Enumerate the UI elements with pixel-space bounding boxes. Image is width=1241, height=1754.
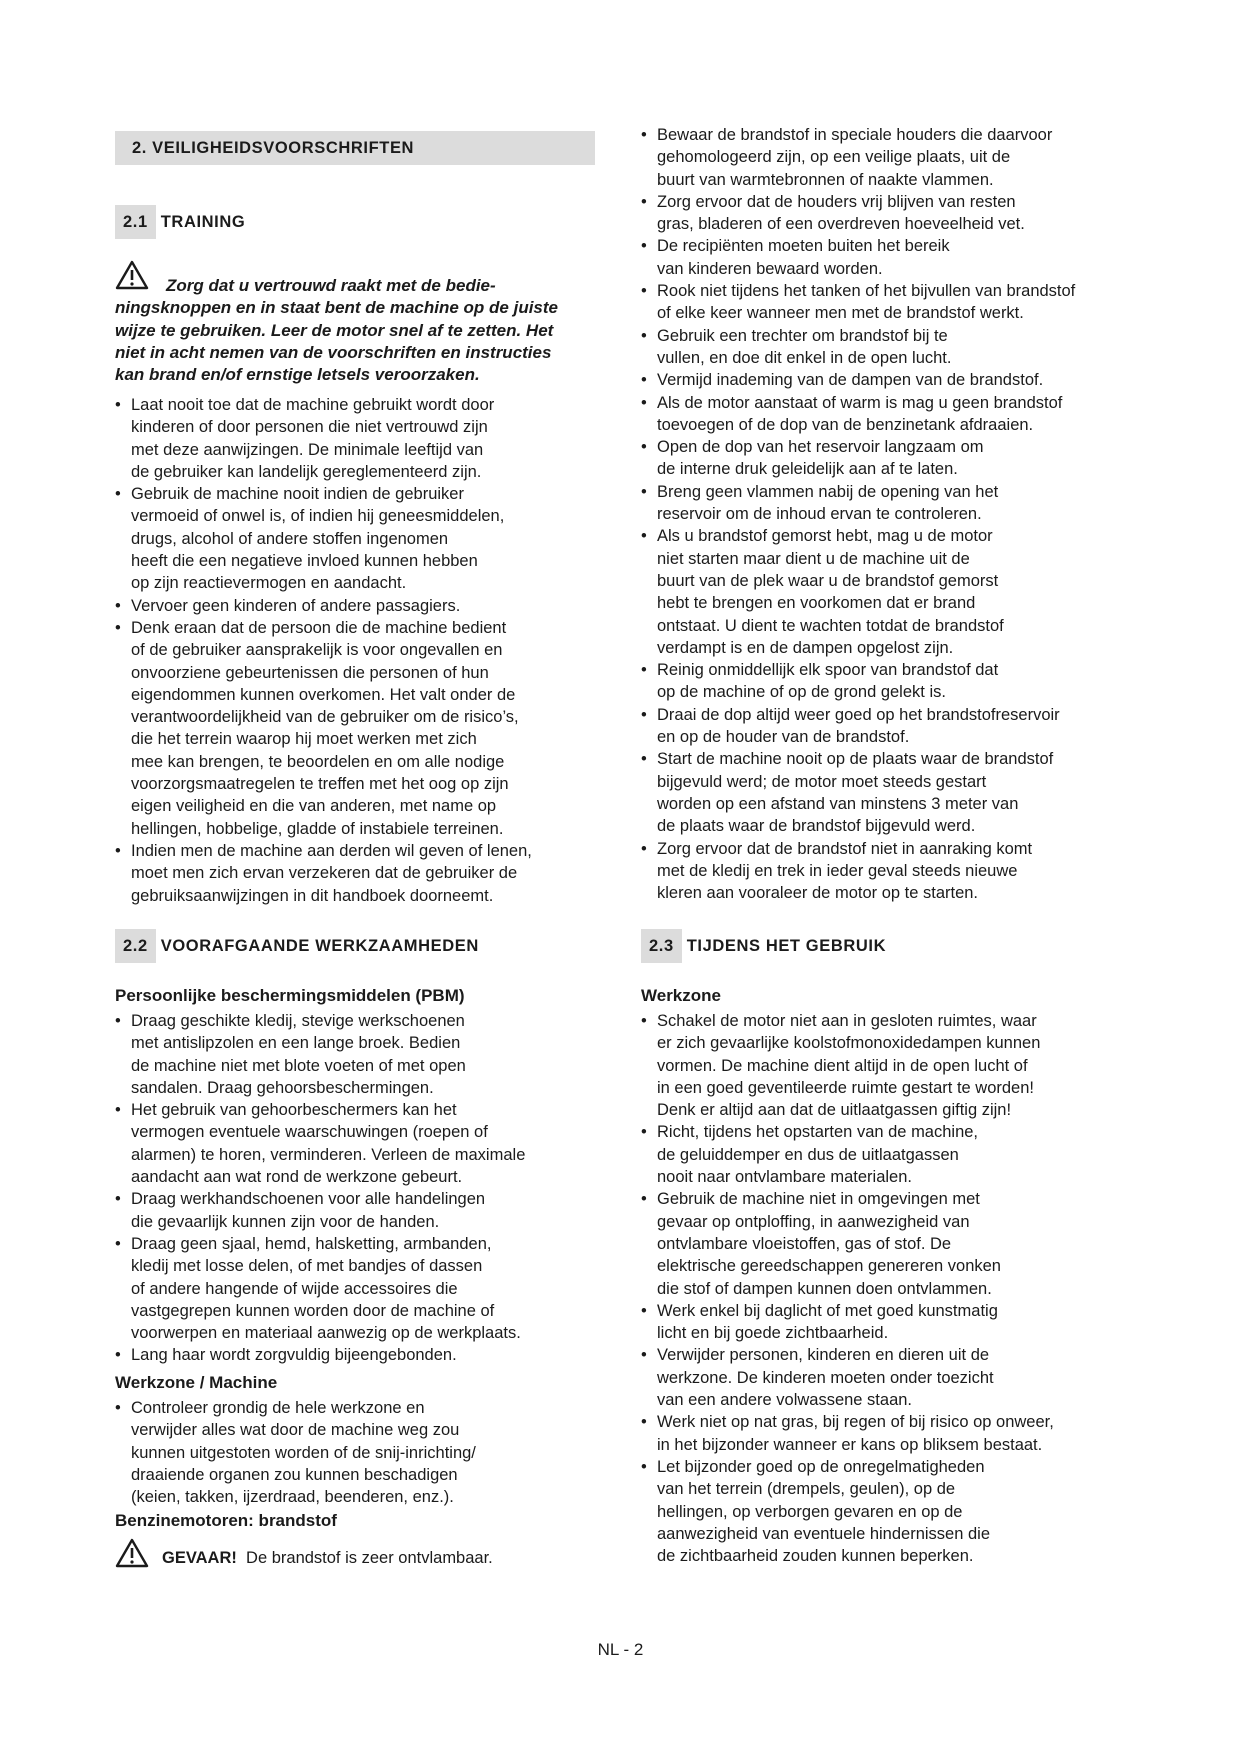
fuel-list — [641, 124, 1141, 904]
section-2-1-number: 2.1 — [115, 205, 156, 239]
werkzone-list — [641, 1010, 1141, 1567]
list-item: • Gebruik een trechter om brandstof bij te vullen, en doe dit enkel in de open lucht. — [641, 325, 1141, 370]
section-2-2-number: 2.2 — [115, 929, 156, 963]
list-item: • Vervoer geen kinderen of andere passagiers. — [115, 595, 605, 617]
section-2-title: 2. VEILIGHEIDSVOORSCHRIFTEN — [132, 138, 415, 157]
fuel-subtitle: Benzinemotoren: brandstof — [115, 1511, 337, 1530]
pbm-list — [115, 1010, 605, 1367]
werkzone-subtitle: Werkzone — [641, 986, 721, 1005]
pbm-subtitle: Persoonlijke beschermingsmiddelen (PBM) — [115, 986, 465, 1005]
page-number: NL - 2 — [597, 1640, 644, 1659]
list-item: • Draag werkhandschoenen voor alle handelingen die gevaarlijk kunnen zijn voor de handen. — [115, 1188, 605, 1233]
list-item: • Richt, tijdens het opstarten van de machine, de geluiddemper en dus de uitlaatgassen nooit naar ontvlambare materialen. — [641, 1121, 1141, 1188]
danger-text: De brandstof is zeer ontvlambaar. — [246, 1549, 493, 1567]
list-item: • Gebruik de machine nooit indien de gebruiker vermoeid of onwel is, of indien hij geneesmiddelen, drugs, alcohol of andere stoffen ingenomen heeft die een negatieve invloed kunnen hebben op zijn reactievermogen en aandacht. — [115, 483, 605, 594]
list-item: • Start de machine nooit op de plaats waar de brandstof bijgevuld werd; de motor moet steeds gestart worden op een afstand van minstens 3 meter van de plaats waar de brandstof bijgevuld werd. — [641, 748, 1141, 837]
list-item: • Controleer grondig de hele werkzone en verwijder alles wat door de machine weg zou kunnen uitgestoten worden of de snij-inrichting/ draaiende organen zou kunnen beschadigen (keien, takken, ijzerdraad, beenderen, enz.). — [115, 1397, 605, 1508]
list-item: • Draai de dop altijd weer goed op het brandstofreservoir en op de houder van de brandstof. — [641, 704, 1141, 749]
list-item: • Reinig onmiddellijk elk spoor van brandstof dat op de machine of op de grond gelekt is. — [641, 659, 1141, 704]
list-item: • Open de dop van het reservoir langzaam om de interne druk geleidelijk aan af te laten. — [641, 436, 1141, 481]
list-item: • Zorg ervoor dat de brandstof niet in aanraking komt met de kledij en trek in ieder geval steeds nieuwe kleren aan vooraleer de motor op te starten. — [641, 838, 1141, 905]
list-item: • Werk niet op nat gras, bij regen of bij risico op onweer, in het bijzonder wanneer er kans op bliksem bestaat. — [641, 1411, 1141, 1456]
list-item: • Schakel de motor niet aan in gesloten ruimtes, waar er zich gevaarlijke koolstofmonoxidedampen kunnen vormen. De machine dient altijd in de open lucht of in een goed geventileerde ruimte gestart te worden! Denk er altijd aan dat de uitlaatgassen giftig zijn! — [641, 1010, 1141, 1121]
section-2-2-header — [115, 929, 479, 963]
training-warning-text: Zorg dat u vertrouwd raakt met de bedie- ningsknoppen en in staat bent de machine op de juiste wijze te gebruiken. Leer de motor snel af te zetten. Het niet in acht nemen van de voorschriften en instructies kan brand en/of ernstige letsels veroorzaken. — [115, 276, 559, 385]
list-item: • Lang haar wordt zorgvuldig bijeengebonden. — [115, 1344, 605, 1366]
fuel-danger-notice — [162, 1549, 493, 1568]
list-item: • Als u brandstof gemorst hebt, mag u de motor niet starten maar dient u de machine uit de buurt van de plek waar u de brandstof gemorst hebt te brengen en voorkomen dat er brand ontstaat. U dient te wachten totdat de brandstof verdampt is en de dampen opgelost zijn. — [641, 525, 1141, 659]
list-item: • Denk eraan dat de persoon die de machine bedient of de gebruiker aansprakelijk is voor ongevallen en onvoorziene gebeurtenissen die personen of hun eigendommen kunnen overkomen. Het valt onder de verantwoordelijkheid van de gebruiker om de risico’s, die het terrein waarop hij moet werken met zich mee kan brengen, te beoordelen en om alle nodige voorzorgsmaatregelen te treffen met het oog op zijn eigen veiligheid en die van anderen, met name op hellingen, hobbelige, gladde of instabiele terreinen. — [115, 617, 605, 840]
list-item: • Let bijzonder goed op de onregelmatigheden van het terrein (drempels, geulen), op de hellingen, op verborgen gevaren en op de aanwezigheid van eventuele hindernissen die de zichtbaarheid zouden kunnen beperken. — [641, 1456, 1141, 1567]
list-item: • Breng geen vlammen nabij de opening van het reservoir om de inhoud ervan te controleren. — [641, 481, 1141, 526]
list-item: • Werk enkel bij daglicht of met goed kunstmatig licht en bij goede zichtbaarheid. — [641, 1300, 1141, 1345]
warning-triangle-icon — [115, 1538, 149, 1568]
list-item: • Bewaar de brandstof in speciale houders die daarvoor gehomologeerd zijn, op een veilige plaats, uit de buurt van warmtebronnen of naakte vlammen. — [641, 124, 1141, 191]
list-item: • Indien men de machine aan derden wil geven of lenen, moet men zich ervan verzekeren dat de gebruiker de gebruiksaanwijzingen in dit handboek doorneemt. — [115, 840, 605, 907]
list-item: • Gebruik de machine niet in omgevingen met gevaar op ontploffing, in aanwezigheid van ontvlambare vloeistoffen, gas of stof. De elektrische gereedschappen genereren vonken die stof of dampen kunnen doen ontvlammen. — [641, 1188, 1141, 1299]
list-item: • Laat nooit toe dat de machine gebruikt wordt door kinderen of door personen die niet vertrouwd zijn met deze aanwijzingen. De minimale leeftijd van de gebruiker kan landelijk gereglementeerd zijn. — [115, 394, 605, 483]
danger-label: GEVAAR! — [162, 1549, 237, 1567]
list-item: • Het gebruik van gehoorbeschermers kan het vermogen eventuele waarschuwingen (roepen of alarmen) te horen, verminderen. Verleen de maximale aandacht aan wat rond de werkzone gebeurt. — [115, 1099, 605, 1188]
list-item: • Zorg ervoor dat de houders vrij blijven van resten gras, bladeren of een overdreven hoeveelheid vet. — [641, 191, 1141, 236]
section-2-3-number: 2.3 — [641, 929, 682, 963]
section-2-1-header — [115, 205, 245, 239]
werkzone-machine-list — [115, 1397, 605, 1508]
list-item: • Draag geen sjaal, hemd, halsketting, armbanden, kledij met losse delen, of met bandjes of dassen of andere hangende of wijde accessoires die vastgegrepen kunnen worden door de machine of voorwerpen en materiaal aanwezig op de werkplaats. — [115, 1233, 605, 1344]
section-2-3-header — [641, 929, 886, 963]
section-2-2-title: VOORAFGAANDE WERKZAAMHEDEN — [160, 936, 479, 955]
section-2-header — [115, 131, 595, 165]
list-item: • Draag geschikte kledij, stevige werkschoenen met antislipzolen en een lange broek. Bedien de machine niet met blote voeten of met open sandalen. Draag gehoorsbeschermingen. — [115, 1010, 605, 1099]
training-list — [115, 394, 605, 907]
list-item: • Als de motor aanstaat of warm is mag u geen brandstof toevoegen of de dop van de benzinetank afdraaien. — [641, 392, 1141, 437]
list-item: • Rook niet tijdens het tanken of het bijvullen van brandstof of elke keer wanneer men met de brandstof werkt. — [641, 280, 1141, 325]
section-2-1-title: TRAINING — [160, 212, 246, 231]
list-item: • Vermijd inademing van de dampen van de brandstof. — [641, 369, 1141, 391]
werkzone-machine-subtitle: Werkzone / Machine — [115, 1373, 278, 1392]
list-item: • De recipiënten moeten buiten het bereik van kinderen bewaard worden. — [641, 235, 1141, 280]
section-2-3-title: TIJDENS HET GEBRUIK — [686, 936, 887, 955]
list-item: • Verwijder personen, kinderen en dieren uit de werkzone. De kinderen moeten onder toezicht van een andere volwassene staan. — [641, 1344, 1141, 1411]
